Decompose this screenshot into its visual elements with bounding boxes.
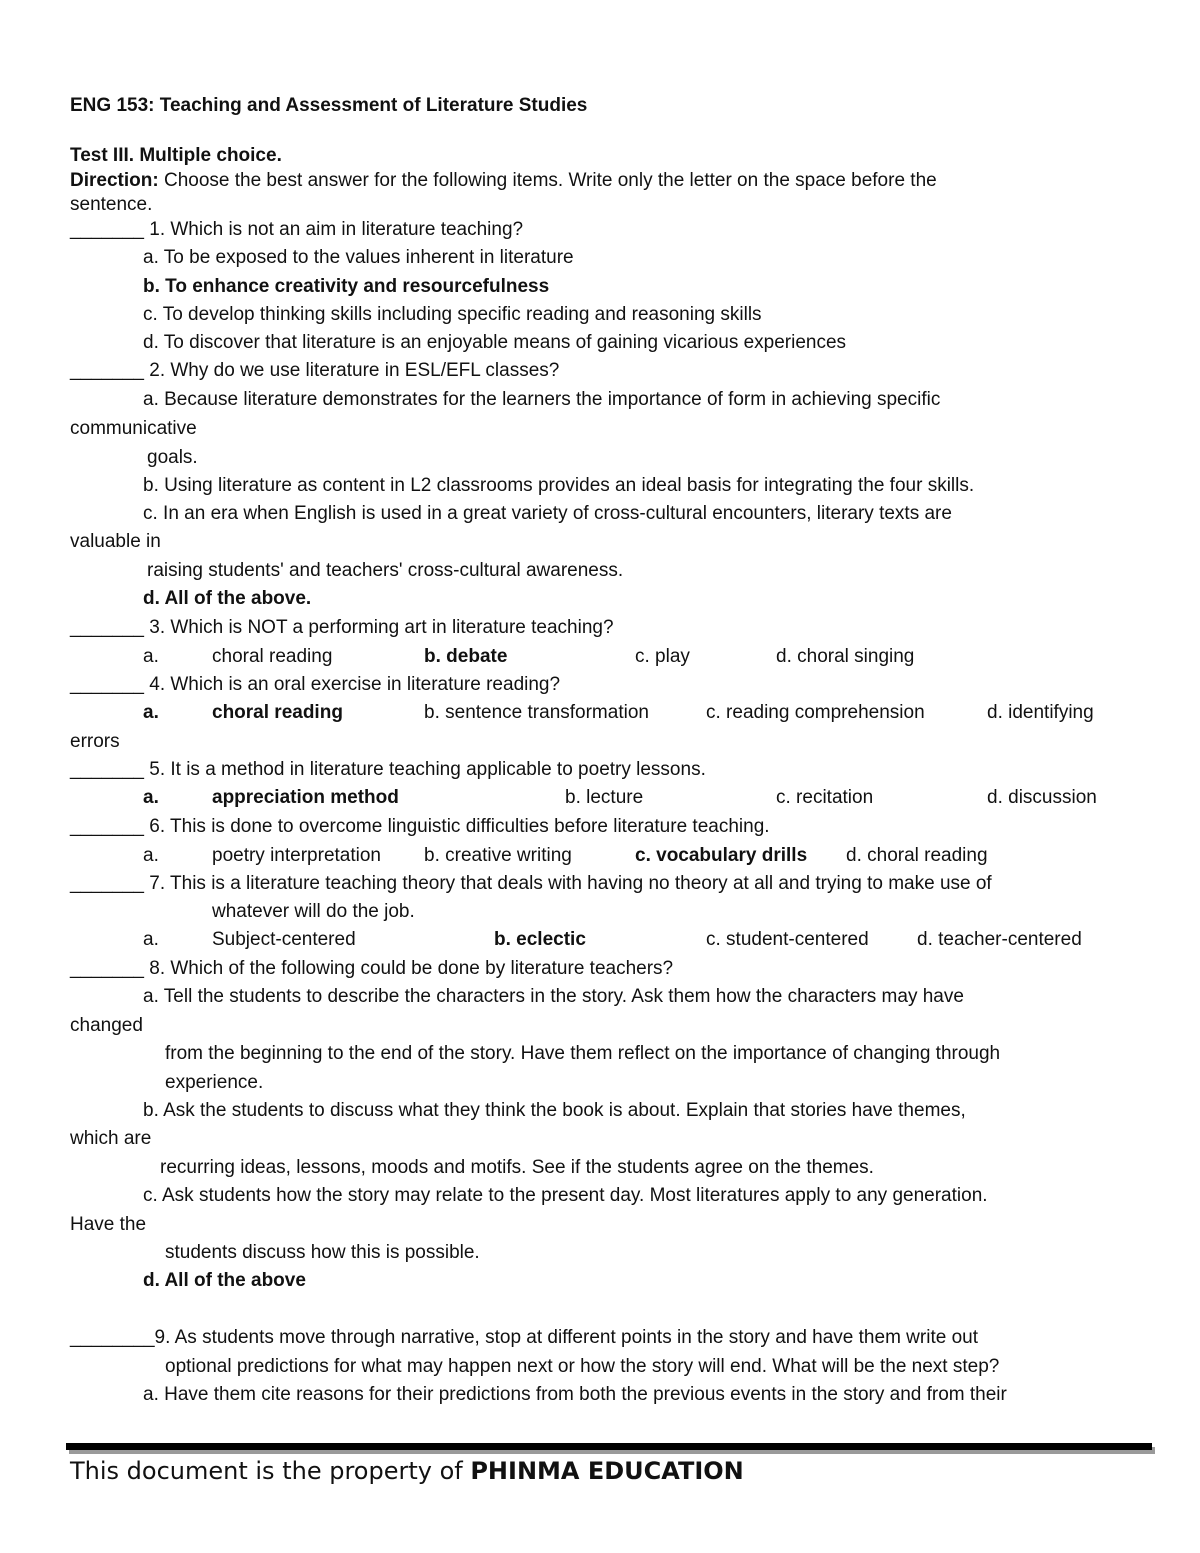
- q9-option-a: a. Have them cite reasons for their predictions from both the previous events in the story and from their: [143, 1384, 1007, 1405]
- direction-label: Direction:: [70, 170, 159, 191]
- q7-option-b-answer: b. eclectic: [494, 929, 586, 950]
- footer-org: PHINMA EDUCATION: [470, 1457, 744, 1485]
- test-heading: Test III. Multiple choice.: [70, 145, 282, 166]
- footer-divider: [66, 1443, 1152, 1450]
- q8-option-d-answer: d. All of the above: [143, 1270, 306, 1291]
- q8-option-a-cont-3: experience.: [165, 1072, 264, 1093]
- q3-option-d: d. choral singing: [776, 646, 915, 667]
- q2-option-a: a. Because literature demonstrates for the learners the importance of form in achieving specific: [143, 389, 941, 410]
- q7-option-d: d. teacher-centered: [917, 929, 1082, 950]
- q1-option-d: d. To discover that literature is an enjoyable means of gaining vicarious experiences: [143, 332, 847, 353]
- q8-option-b-cont-2: recurring ideas, lessons, moods and motifs. See if the students agree on the themes.: [160, 1157, 874, 1178]
- q5-option-a-answer: appreciation method: [212, 787, 399, 808]
- q8-option-c: c. Ask students how the story may relate to the present day. Most literatures apply to any generation.: [143, 1185, 988, 1206]
- q3-option-a: choral reading: [212, 646, 333, 667]
- q1-option-c: c. To develop thinking skills including specific reading and reasoning skills: [143, 304, 762, 325]
- q7-option-a: Subject-centered: [212, 929, 356, 950]
- q2-option-c-cont-2: raising students' and teachers' cross-cultural awareness.: [147, 560, 624, 581]
- q4-option-c: c. reading comprehension: [706, 702, 925, 723]
- q5-option-a-letter: a.: [143, 787, 159, 808]
- q6-option-b: b. creative writing: [424, 845, 572, 866]
- q1-option-b-answer: b. To enhance creativity and resourcefulness: [143, 276, 550, 297]
- q8-option-b-cont: which are: [70, 1128, 152, 1149]
- question-6-stem: _______ 6. This is done to overcome linguistic difficulties before literature teaching.: [70, 816, 770, 837]
- q8-option-a-cont-2: from the beginning to the end of the story. Have them reflect on the importance of changing through: [165, 1043, 1001, 1064]
- q8-option-c-cont-2: students discuss how this is possible.: [165, 1242, 480, 1263]
- q6-option-c-answer: c. vocabulary drills: [635, 845, 808, 866]
- question-1-stem: _______ 1. Which is not an aim in literature teaching?: [70, 219, 524, 240]
- question-9-stem-cont: optional predictions for what may happen next or how the story will end. What will be the next step?: [165, 1356, 1000, 1377]
- q2-option-c-cont: valuable in: [70, 531, 161, 552]
- q3-option-a-letter: a.: [143, 646, 159, 667]
- question-3-stem: _______ 3. Which is NOT a performing art in literature teaching?: [70, 617, 614, 638]
- q8-option-b: b. Ask the students to discuss what they think the book is about. Explain that stories have themes,: [143, 1100, 966, 1121]
- direction-text: Choose the best answer for the following items. Write only the letter on the space before the: [158, 170, 937, 191]
- footer-text: [70, 1457, 744, 1485]
- question-8-stem: _______ 8. Which of the following could be done by literature teachers?: [70, 958, 674, 979]
- q3-option-c: c. play: [635, 646, 690, 667]
- q4-option-d: d. identifying: [987, 702, 1094, 723]
- direction-line: [70, 170, 937, 192]
- q5-option-d: d. discussion: [987, 787, 1097, 808]
- q5-option-b: b. lecture: [565, 787, 644, 808]
- q6-option-a-letter: a.: [143, 845, 159, 866]
- direction-line-2: sentence.: [70, 194, 153, 215]
- q8-option-a: a. Tell the students to describe the characters in the story. Ask them how the characters may have: [143, 986, 964, 1007]
- q2-option-c: c. In an era when English is used in a great variety of cross-cultural encounters, literary texts are: [143, 503, 952, 524]
- q4-option-b: b. sentence transformation: [424, 702, 649, 723]
- question-7-stem-cont: whatever will do the job.: [212, 901, 415, 922]
- q2-option-a-cont-2: goals.: [147, 447, 198, 468]
- q7-option-c: c. student-centered: [706, 929, 869, 950]
- q1-option-a: a. To be exposed to the values inherent in literature: [143, 247, 574, 268]
- q4-option-a-answer: choral reading: [212, 702, 343, 723]
- question-9-stem: ________9. As students move through narrative, stop at different points in the story and have them write out: [70, 1327, 978, 1348]
- q8-option-c-cont: Have the: [70, 1214, 147, 1235]
- document-title: ENG 153: Teaching and Assessment of Literature Studies: [70, 95, 588, 116]
- q7-option-a-letter: a.: [143, 929, 159, 950]
- question-5-stem: _______ 5. It is a method in literature teaching applicable to poetry lessons.: [70, 759, 706, 780]
- q6-option-a: poetry interpretation: [212, 845, 381, 866]
- question-4-stem: _______ 4. Which is an oral exercise in literature reading?: [70, 674, 561, 695]
- q4-option-a-letter: a.: [143, 702, 159, 723]
- q6-option-d: d. choral reading: [846, 845, 988, 866]
- footer-prefix: This document is the property of: [70, 1457, 471, 1485]
- question-2-stem: _______ 2. Why do we use literature in ESL/EFL classes?: [70, 360, 560, 381]
- q8-option-a-cont: changed: [70, 1015, 143, 1036]
- q3-option-b-answer: b. debate: [424, 646, 508, 667]
- question-7-stem: _______ 7. This is a literature teaching theory that deals with having no theory at all and trying to make use of: [70, 873, 992, 894]
- q2-option-b: b. Using literature as content in L2 classrooms provides an ideal basis for integrating the four skills.: [143, 475, 975, 496]
- q2-option-d-answer: d. All of the above.: [143, 588, 312, 609]
- q5-option-c: c. recitation: [776, 787, 874, 808]
- q2-option-a-cont: communicative: [70, 418, 197, 439]
- q4-option-d-cont: errors: [70, 731, 120, 752]
